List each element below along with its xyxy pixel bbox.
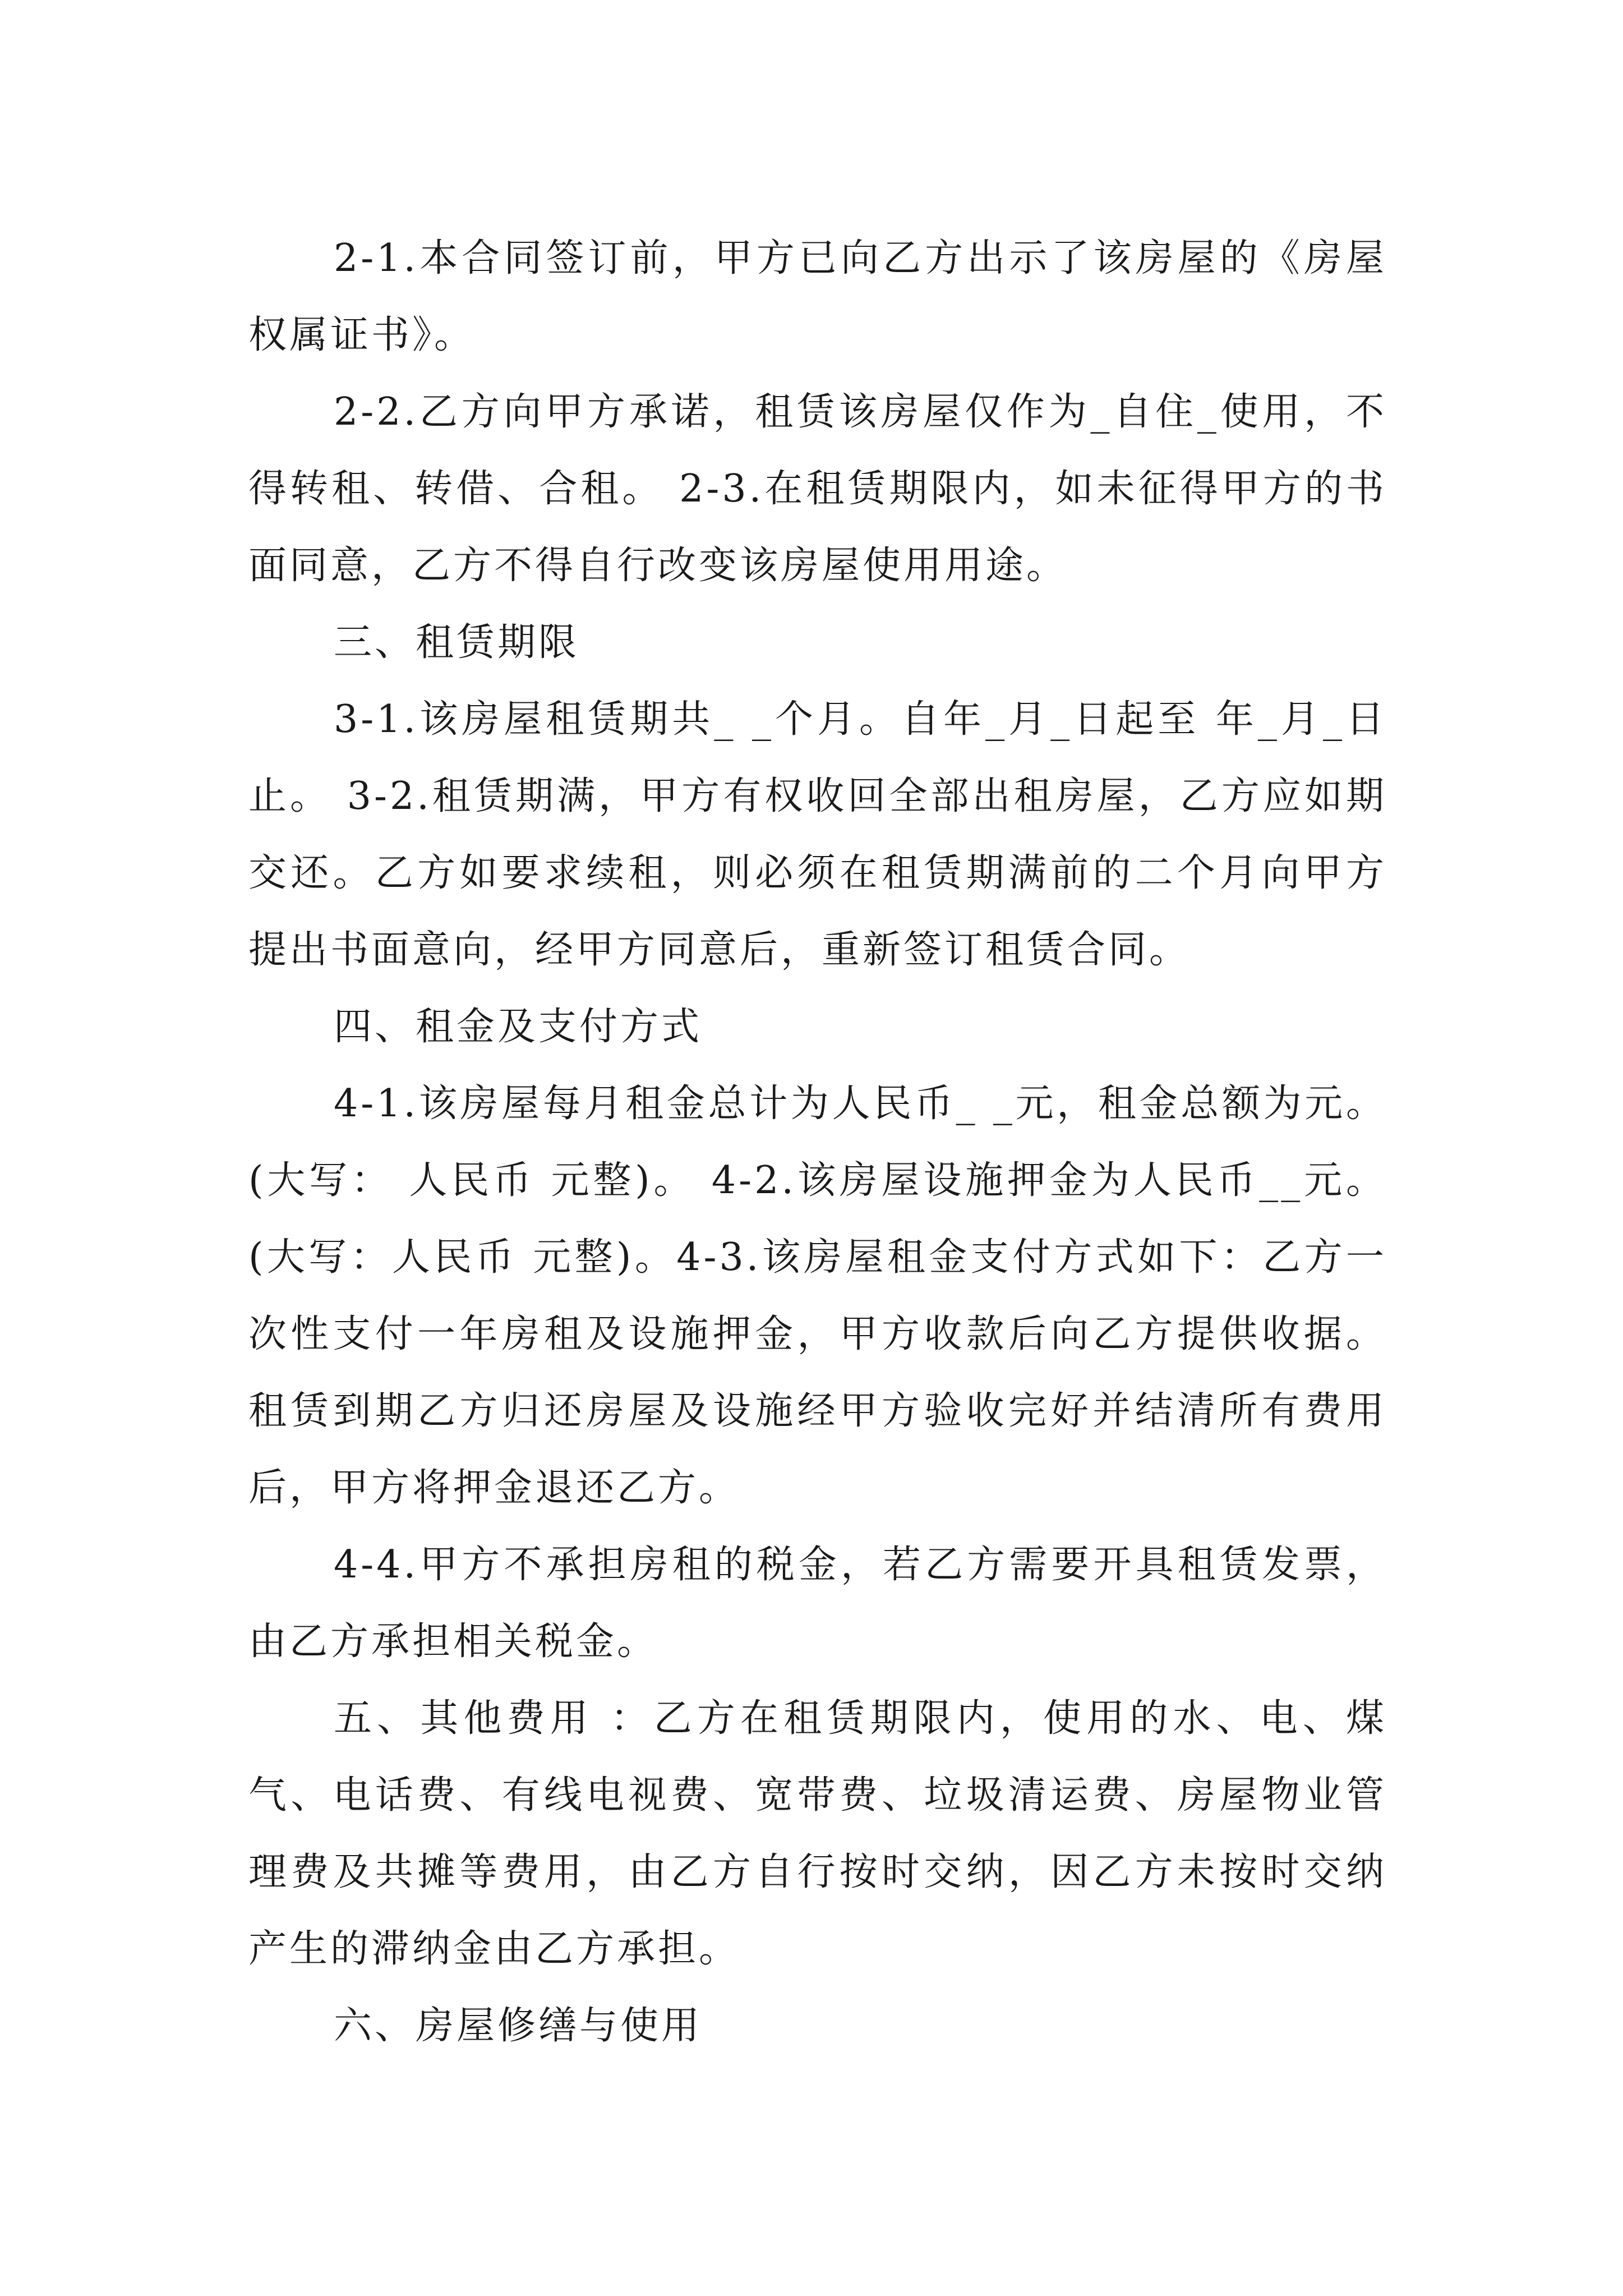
section-heading-repair-use: 六、房屋修缮与使用	[334, 2004, 703, 2048]
section-heading-rent-payment: 四、租金及支付方式	[334, 1005, 703, 1049]
clause-4-4: 4-4.甲方不承担房租的税金，若乙方需要开具租赁发票，由乙方承担相关税金。	[248, 1543, 1387, 1664]
clause-4-1-4-3: 4-1.该房屋每月租金总计为人民币_ _元，租金总额为元。(大写： 人民币 元整)。 4-2.该房屋设施押金为人民币__元。(大写：人民币 元整)。4-3.该房屋租金支付方式如下：乙方一次性支付一年房租及设施押金，甲方收款后向乙方提供收据。租赁到期乙方归还房屋及设施经甲方验收完好并结清所有费用后，甲方将押金退还乙方。	[248, 1082, 1387, 1510]
clause-2-1: 2-1.本合同签订前，甲方已向乙方出示了该房屋的《房屋权属证书》。	[248, 236, 1387, 357]
section-heading-lease-term: 三、租赁期限	[334, 620, 580, 665]
section-other-fees: 五、其他费用 ：乙方在租赁期限内，使用的水、电、煤气、电话费、有线电视费、宽带费、垃圾清运费、房屋物业管理费及共摊等费用，由乙方自行按时交纳，因乙方未按时交纳产生的滞纳金由乙方承担。	[248, 1696, 1387, 1971]
document-body	[248, 220, 1387, 2064]
clause-3-1-3-2: 3-1.该房屋租赁期共_ _个月。自年_月_日起至 年_月_日止。 3-2.租赁期满，甲方有权收回全部出租房屋，乙方应如期交还。乙方如要求续租，则必须在租赁期满前的二个月向甲方提出书面意向，经甲方同意后，重新签订租赁合同。	[248, 697, 1387, 972]
clause-2-2-2-3: 2-2.乙方向甲方承诺，租赁该房屋仅作为_自住_使用，不得转租、转借、合租。 2-3.在租赁期限内，如未征得甲方的书面同意，乙方不得自行改变该房屋使用用途。	[248, 390, 1387, 588]
